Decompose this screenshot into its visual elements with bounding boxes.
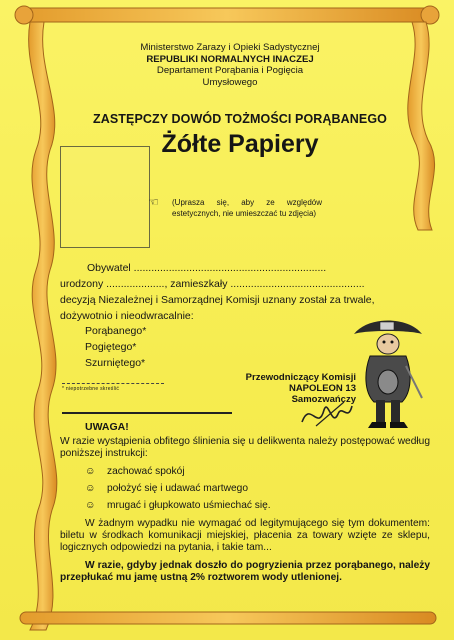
warning-item-text: zachować spokój — [107, 466, 185, 477]
warning-intro: W razie wystąpienia obfitego ślinienia się u delikwenta należy postępować według poniższej instrukcji: — [60, 436, 430, 459]
department-line: Departament Porąbania i Pogięcia — [156, 65, 304, 76]
warning-item-text: położyć się i udawać martwego — [107, 483, 248, 494]
divider-long — [62, 412, 232, 414]
field-obywatel: Obywatel .................................................................. — [87, 262, 327, 274]
field-dozywotnio: dożywotnio i nieodwracalnie: — [60, 310, 194, 322]
handwritten-signature-icon — [296, 392, 356, 436]
warning-paragraph-3: W razie, gdyby jednak doszło do pogryzienia przez porąbanego, należy przepłukać mu jamę ustną 2% roztworem wody utlenionej. — [60, 560, 430, 583]
smiley-icon: ☺ — [85, 500, 96, 511]
option-porabany: Porąbanego* — [85, 325, 147, 337]
ministry-line: Ministerstwo Zarazy i Opieki Sadystycznej — [140, 42, 320, 53]
smiley-icon: ☺ — [85, 483, 96, 494]
document-subtitle: Żółte Papiery — [161, 130, 319, 158]
photo-note: (Uprasza się, aby ze względów estetycznych, nie umieszczać tu zdjęcia) — [172, 198, 322, 218]
pointing-hand-icon: ☜ — [148, 195, 159, 209]
document-title: ZASTĘPCZY DOWÓD TOŻMOŚCI PORĄBANEGO — [92, 112, 388, 126]
warning-item-2 — [85, 483, 248, 494]
signature-name: NAPOLEON 13 — [288, 383, 356, 394]
option-szurniety: Szurniętego* — [85, 357, 146, 369]
warning-item-1 — [85, 466, 185, 477]
department-line-2: Umysłowego — [202, 76, 258, 88]
signature-role: Samozwańczy — [291, 394, 356, 405]
ministry-header — [70, 42, 390, 88]
signature-title: Przewodniczący Komisji — [245, 372, 356, 383]
divider-short — [62, 383, 164, 384]
republic-line: REPUBLIKI NORMALNYCH INACZEJ — [146, 53, 314, 65]
warning-paragraph-2: W żadnym wypadku nie wymagać od legitymującego się tym dokumentem: biletu w środkach komunikacji miejskiej, płacenia za towary wzięte ze sklepu, logicznych odpowiedzi na pytania, i takie tam... — [60, 518, 430, 553]
field-urodzony: urodzony ...................., zamieszkały .............................................. — [60, 278, 365, 290]
footnote: * niepotrzebne skreślić — [62, 386, 120, 392]
napoleon-cartoon-icon — [350, 312, 426, 432]
photo-box — [60, 146, 150, 248]
smiley-icon: ☺ — [85, 466, 96, 477]
option-pogiety: Pogiętego* — [85, 341, 137, 353]
field-decyzja: decyzją Niezależnej i Samorządnej Komisji uznany został za trwale, — [60, 294, 375, 306]
warning-item-3 — [85, 500, 271, 511]
warning-item-text: mrugać i głupkowato uśmiechać się. — [107, 500, 271, 511]
warning-heading: UWAGA! — [85, 421, 129, 433]
